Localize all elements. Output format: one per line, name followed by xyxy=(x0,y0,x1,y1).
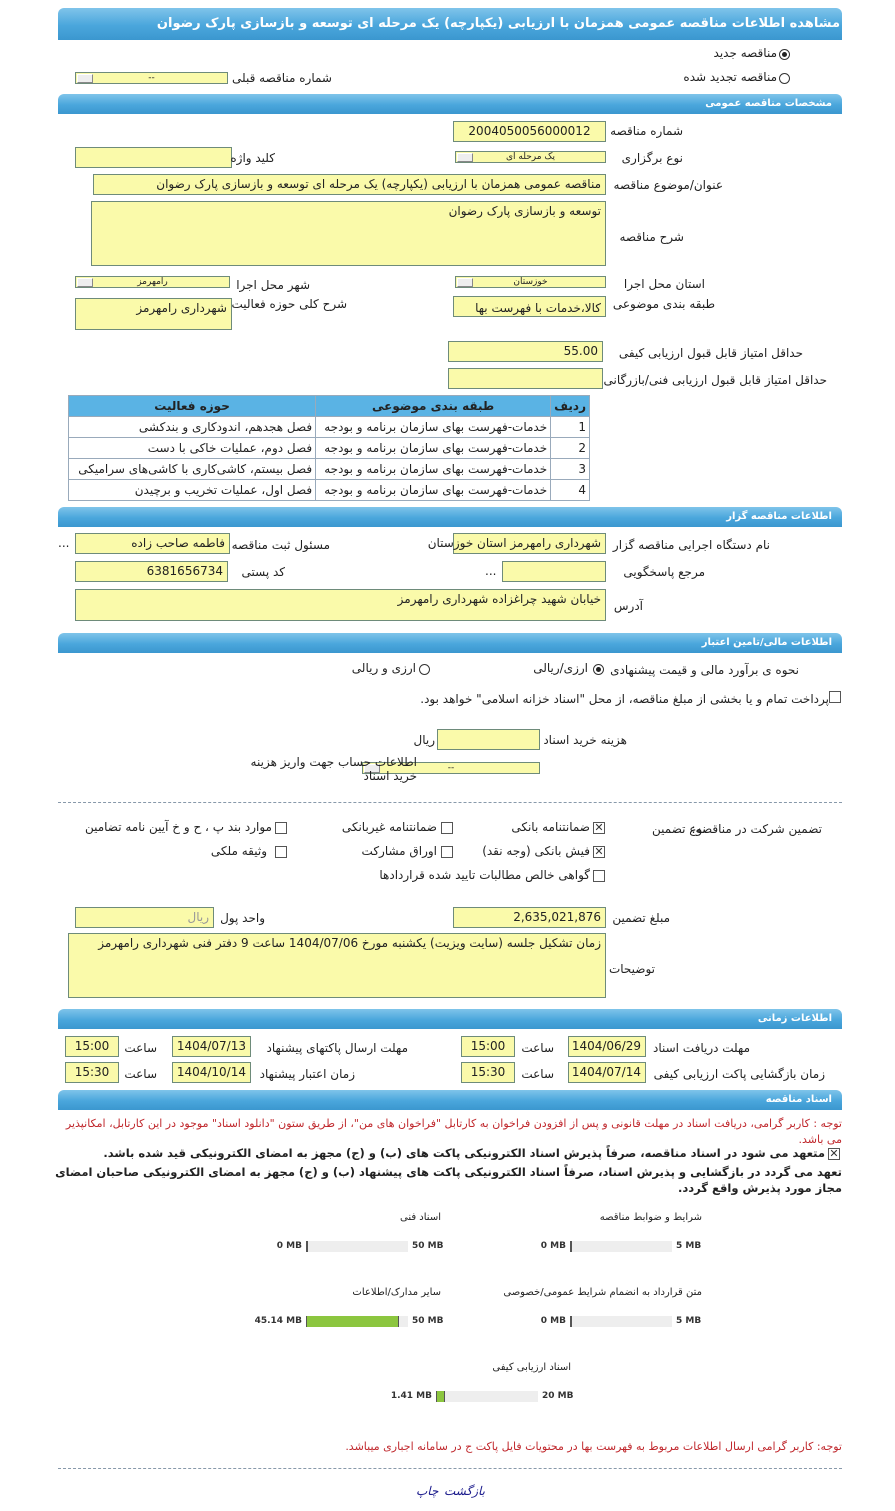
prev-number-label: شماره مناقصه قبلی xyxy=(232,71,332,85)
file-category-label: اسناد ارزیابی کیفی xyxy=(492,1362,571,1373)
section-organizer: اطلاعات مناقصه گزار xyxy=(58,507,842,527)
ref-more-button[interactable]: ... xyxy=(485,564,497,578)
option-label: ضمانتنامه بانکی xyxy=(511,820,590,834)
subject-label: عنوان/موضوع مناقصه xyxy=(613,178,723,192)
section-general: مشخصات مناقصه عمومی xyxy=(58,94,842,114)
cell: خدمات-فهرست بهای سازمان برنامه و بودجه xyxy=(316,417,551,438)
col-activity: حوزه فعالیت xyxy=(69,396,316,417)
file-usage-bar xyxy=(306,1316,408,1327)
resp-field[interactable]: فاطمه صاحب زاده xyxy=(75,533,230,554)
time-label: ساعت xyxy=(521,1067,554,1081)
option-label: وثیقه ملکی xyxy=(210,844,267,858)
checkbox-other-clauses[interactable] xyxy=(275,822,287,834)
keyword-label: کلید واژه xyxy=(230,151,275,165)
option-label: موارد بند پ ، ح و خ آیین نامه تضامین xyxy=(84,820,272,834)
documents-notice: توجه : کاربر گرامی، دریافت اسناد در مهلت قانونی و پس از افزودن فراخوان به کارتابل "فراخوان های من"، از طریق ستون "دانلود اسناد" موجود در این کارتابل، امکانپذیر می باشد. xyxy=(65,1117,842,1146)
send-date[interactable]: 1404/07/13 xyxy=(172,1036,251,1057)
col-row: ردیف xyxy=(551,396,590,417)
account-label: اطلاعات حساب جهت واریز هزینه خرید اسناد xyxy=(250,755,417,783)
notes-textarea[interactable]: زمان تشکیل جلسه (سایت ویزیت) یکشنبه مورخ 1404/07/06 ساعت 9 دفتر فنی شهرداری رامهرمز xyxy=(68,933,606,998)
cell: فصل بیستم، کاشی‌کاری با کاشی‌های سرامیکی xyxy=(69,459,316,480)
file-category-label: سایر مدارک/اطلاعات xyxy=(352,1287,441,1298)
option-label: اوراق مشارکت xyxy=(361,844,437,858)
city-label: شهر محل اجرا xyxy=(236,278,310,292)
open-date[interactable]: 1404/07/14 xyxy=(568,1062,646,1083)
treasury-checkbox[interactable] xyxy=(829,691,841,703)
page-title: مشاهده اطلاعات مناقصه عمومی همزمان با ارزیابی (یکپارچه) یک مرحله ای توسعه و بازسازی پارک رضوان xyxy=(58,8,842,40)
amount-field[interactable]: 2,635,021,876 xyxy=(453,907,606,928)
radio-both-label: ارزی و ریالی xyxy=(351,661,416,675)
tender-number-label: شماره مناقصه xyxy=(610,124,683,138)
file-category-label: اسناد فنی xyxy=(400,1212,441,1223)
file-max-size: 20 MB xyxy=(542,1391,574,1401)
checkbox-nonbank-guarantee[interactable] xyxy=(441,822,453,834)
file-used-size: 0 MB xyxy=(276,1241,302,1251)
resp-more-button[interactable]: ... xyxy=(58,536,70,550)
radio-rial-label: ارزی/ریالی xyxy=(533,661,588,675)
file-category-label: شرایط و ضوابط مناقصه xyxy=(599,1212,702,1223)
send-label: مهلت ارسال پاکتهای پیشنهاد xyxy=(266,1041,408,1055)
send-time[interactable]: 15:00 xyxy=(65,1036,119,1057)
option-label: ضمانتنامه غیربانکی xyxy=(341,820,437,834)
doc-deadline-time[interactable]: 15:00 xyxy=(461,1036,515,1057)
table-row xyxy=(69,480,590,501)
divider xyxy=(58,802,842,803)
file-max-size: 50 MB xyxy=(412,1241,444,1251)
file-max-size: 50 MB xyxy=(412,1316,444,1326)
radio-rial[interactable] xyxy=(593,664,604,675)
time-label: ساعت xyxy=(124,1041,157,1055)
method-label: نحوه ی برآورد مالی و قیمت پیشنهادی xyxy=(610,663,799,677)
time-label: ساعت xyxy=(521,1041,554,1055)
treasury-label: پرداخت تمام و یا بخشی از مبلغ مناقصه، از محل "اسناد خزانه اسلامی" خواهد بود. xyxy=(420,692,829,706)
activity-label: شرح کلی حوزه فعالیت xyxy=(231,297,347,311)
activity-table xyxy=(68,395,590,501)
footer-note: توجه: کاربر گرامی ارسال اطلاعات مربوط به فهرست بها در محتویات فایل پاکت ج در سامانه اجباری میباشد. xyxy=(345,1440,842,1453)
checkbox-bank-guarantee[interactable]: ✕ xyxy=(594,821,604,834)
open-time[interactable]: 15:30 xyxy=(461,1062,515,1083)
cell: 2 xyxy=(551,438,590,459)
dropdown-button[interactable] xyxy=(457,153,473,162)
province-value: خوزستان xyxy=(513,277,548,287)
province-select[interactable] xyxy=(455,276,606,288)
divider xyxy=(58,1468,842,1469)
resp-label: مسئول ثبت مناقصه xyxy=(231,538,330,552)
dropdown-button[interactable] xyxy=(77,74,93,83)
cell: خدمات-فهرست بهای سازمان برنامه و بودجه xyxy=(316,459,551,480)
doc-deadline-label: مهلت دریافت اسناد xyxy=(652,1041,750,1055)
file-usage-bar xyxy=(436,1391,538,1402)
file-used-size: 45.14 MB xyxy=(254,1316,302,1326)
type-select[interactable] xyxy=(455,151,606,163)
cell: 1 xyxy=(551,417,590,438)
valid-date[interactable]: 1404/10/14 xyxy=(172,1062,251,1083)
cell: 3 xyxy=(551,459,590,480)
table-header xyxy=(69,396,590,417)
radio-renewed-tender[interactable] xyxy=(779,73,790,84)
account-value: -- xyxy=(447,763,455,773)
valid-time[interactable]: 15:30 xyxy=(65,1062,119,1083)
city-select[interactable] xyxy=(75,276,230,288)
file-used-size: 0 MB xyxy=(540,1316,566,1326)
col-category: طبقه بندی موضوعی xyxy=(316,396,551,417)
city-value: رامهرمز xyxy=(137,277,168,287)
tender-number-field[interactable]: 2004050056000012 xyxy=(453,121,606,142)
category-field[interactable]: کالا،خدمات با فهرست بها xyxy=(453,296,606,317)
section-timing: اطلاعات زمانی xyxy=(58,1009,842,1029)
radio-new-label: مناقصه جدید xyxy=(713,46,777,60)
file-usage-bar xyxy=(570,1241,672,1252)
cell: 4 xyxy=(551,480,590,501)
doc-cost-field[interactable] xyxy=(437,729,540,750)
file-usage-fill xyxy=(437,1391,445,1402)
checkbox-bonds[interactable] xyxy=(441,846,453,858)
file-category-label: متن قرارداد به انضمام شرایط عمومی/خصوصی xyxy=(503,1287,702,1298)
notes-label: توضیحات xyxy=(608,962,655,976)
radio-renewed-label: مناقصه تجدید شده xyxy=(683,70,777,84)
guarantee-label: تضمین شرکت در مناقصه: xyxy=(691,822,822,836)
checkbox-property[interactable] xyxy=(275,846,287,858)
subject-field[interactable]: مناقصه عمومی همزمان با ارزیابی (یکپارچه) یک مرحله ای توسعه و بازسازی پارک رضوان xyxy=(93,174,606,195)
file-used-size: 0 MB xyxy=(540,1241,566,1251)
activity-field[interactable]: شهرداری رامهرمز xyxy=(75,298,232,330)
category-label: طبقه بندی موضوعی xyxy=(612,297,715,311)
file-usage-bar xyxy=(306,1241,408,1252)
type-value: یک مرحله ای xyxy=(506,152,555,162)
option-label: گواهی خالص مطالبات تایید شده قراردادها xyxy=(379,868,590,882)
valid-label: زمان اعتبار پیشنهاد xyxy=(259,1067,355,1081)
postal-field[interactable]: 6381656734 xyxy=(75,561,228,582)
option-label: فیش بانکی (وجه نقد) xyxy=(482,844,590,858)
min-tech-field[interactable] xyxy=(448,368,603,389)
file-max-size: 5 MB xyxy=(676,1316,702,1326)
cell: خدمات-فهرست بهای سازمان برنامه و بودجه xyxy=(316,480,551,501)
checkbox-receivables[interactable] xyxy=(593,870,605,882)
file-usage-fill xyxy=(571,1316,572,1327)
table-row xyxy=(69,459,590,480)
file-usage-bar xyxy=(570,1316,672,1327)
cell: خدمات-فهرست بهای سازمان برنامه و بودجه xyxy=(316,438,551,459)
file-usage-fill xyxy=(307,1316,399,1327)
keyword-field[interactable] xyxy=(75,147,232,168)
type-label: نوع برگزاری xyxy=(621,151,683,165)
file-usage-fill xyxy=(571,1241,572,1252)
print-link[interactable]: چاپ xyxy=(416,1484,439,1498)
amount-label: مبلغ تضمین xyxy=(612,911,670,925)
doc-cost-unit: ریال xyxy=(413,733,435,747)
doc-cost-label: هزینه خرید اسناد xyxy=(543,733,627,747)
file-max-size: 5 MB xyxy=(676,1241,702,1251)
file-usage-fill xyxy=(307,1241,308,1252)
cell: فصل اول، عملیات تخریب و برچیدن xyxy=(69,480,316,501)
time-label: ساعت xyxy=(124,1067,157,1081)
section-finance: اطلاعات مالی/تامین اعتبار xyxy=(58,633,842,653)
address-field[interactable]: خیابان شهید چراغزاده شهرداری رامهرمز xyxy=(75,589,606,621)
cell: فصل هجدهم، اندودکاری و بندکشی xyxy=(69,417,316,438)
dropdown-button[interactable] xyxy=(457,278,473,287)
unit-label: واحد پول xyxy=(220,911,265,925)
org-field[interactable]: شهرداری رامهرمز استان خوزستان xyxy=(453,533,606,554)
address-label: آدرس xyxy=(613,599,643,613)
min-tech-label: حداقل امتیاز قابل قبول ارزیابی فنی/بازرگانی xyxy=(603,373,827,387)
open-label: زمان بازگشایی پاکت ارزیابی کیفی xyxy=(653,1067,825,1081)
file-used-size: 1.41 MB xyxy=(390,1391,432,1401)
postal-label: کد پستی xyxy=(241,565,285,579)
table-row xyxy=(69,438,590,459)
description-label: شرح مناقصه xyxy=(619,230,684,244)
commit-text-1: متعهد می شود در اسناد مناقصه، صرفاً پذیرش اسناد الکترونیکی پاکت های (ب) و (ج) مجهز به امضای الکترونیکی قید شده باشد. xyxy=(103,1146,825,1160)
commit-checkbox[interactable]: ✕ xyxy=(829,1147,839,1160)
guarantee-type-label: نوع تضمین xyxy=(652,822,706,836)
doc-deadline-date[interactable]: 1404/06/29 xyxy=(568,1036,646,1057)
section-documents: اسناد مناقصه xyxy=(58,1090,842,1110)
prev-number-value: -- xyxy=(148,73,155,83)
commit-text-2: تعهد می گردد در بازگشایی و پذیرش اسناد، صرفاً اسناد الکترونیکی پاکت های پیشنهاد (ب) و (ج) مجهز به امضای الکترونیکی صاحبان امضای مجاز مورد پذیرش واقع گردد. xyxy=(55,1165,842,1195)
prev-number-select[interactable] xyxy=(75,72,228,84)
ref-label: مرجع پاسخگویی xyxy=(623,565,705,579)
cell: فصل دوم، عملیات خاکی با دست xyxy=(69,438,316,459)
province-label: استان محل اجرا xyxy=(623,277,705,291)
min-quality-label: حداقل امتیاز قابل قبول ارزیابی کیفی xyxy=(618,346,803,360)
radio-new-tender[interactable] xyxy=(779,49,790,60)
description-textarea[interactable]: توسعه و بازسازی پارک رضوان xyxy=(91,201,606,266)
radio-both[interactable] xyxy=(419,664,430,675)
unit-field[interactable]: ریال xyxy=(75,907,214,928)
back-link[interactable]: بازگشت xyxy=(444,1484,485,1498)
min-quality-field[interactable]: 55.00 xyxy=(448,341,603,362)
checkbox-bank-receipt[interactable]: ✕ xyxy=(594,845,604,858)
table-row xyxy=(69,417,590,438)
dropdown-button[interactable] xyxy=(77,278,93,287)
ref-field[interactable] xyxy=(502,561,606,582)
org-label: نام دستگاه اجرایی مناقصه گزار xyxy=(612,538,770,552)
